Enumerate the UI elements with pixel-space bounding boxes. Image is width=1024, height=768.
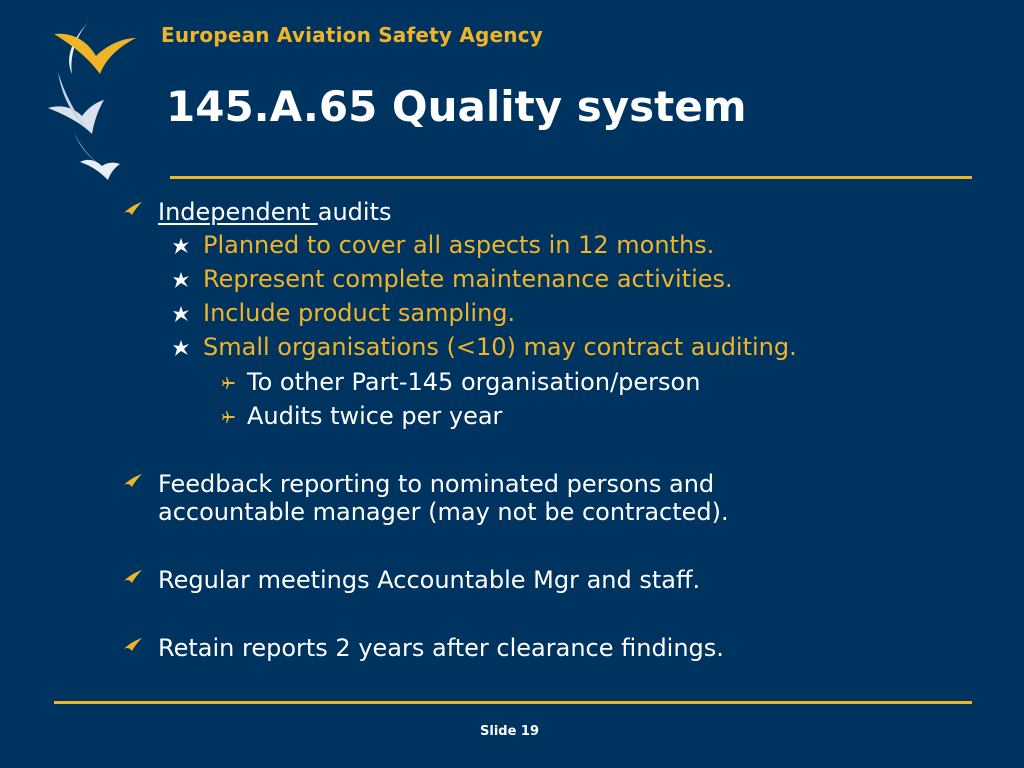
star-bullet-icon — [172, 271, 190, 289]
bullet-regular-meetings: Regular meetings Accountable Mgr and staff. — [158, 566, 701, 594]
swoosh-bullet-icon — [122, 567, 144, 585]
star-bullet-icon — [172, 305, 190, 323]
sub-sub-bullet: Audits twice per year — [247, 402, 503, 430]
bottom-rule — [54, 701, 972, 704]
top-rule — [170, 176, 972, 179]
swoosh-bullet-icon — [122, 199, 144, 217]
bullet-retain-reports: Retain reports 2 years after clearance findings. — [158, 634, 724, 662]
bullet-feedback-line2: accountable manager (may not be contracted). — [158, 498, 729, 526]
star-bullet-icon — [172, 339, 190, 357]
swoosh-bullet-icon — [122, 471, 144, 489]
easa-birds-logo — [44, 12, 144, 184]
sub-bullet: Small organisations (<10) may contract auditing. — [203, 333, 797, 361]
sub-bullet: Represent complete maintenance activities. — [203, 265, 733, 293]
sub-bullet: Planned to cover all aspects in 12 months. — [203, 231, 715, 259]
swoosh-bullet-icon — [122, 635, 144, 653]
airplane-bullet-icon — [222, 376, 236, 390]
sub-bullet: Include product sampling. — [203, 299, 516, 327]
bullet-feedback-line1: Feedback reporting to nominated persons and — [158, 470, 715, 498]
bullet-independent-audits — [158, 198, 391, 226]
airplane-bullet-icon — [222, 410, 236, 424]
bullet-rest: audits — [317, 198, 392, 226]
slide-number: Slide 19 — [480, 724, 540, 739]
agency-name: European Aviation Safety Agency — [161, 23, 544, 47]
sub-sub-bullet: To other Part-145 organisation/person — [247, 368, 701, 396]
underlined-word: Independent — [158, 198, 318, 226]
star-bullet-icon — [172, 237, 190, 255]
slide-title: 145.A.65 Quality system — [166, 82, 747, 131]
